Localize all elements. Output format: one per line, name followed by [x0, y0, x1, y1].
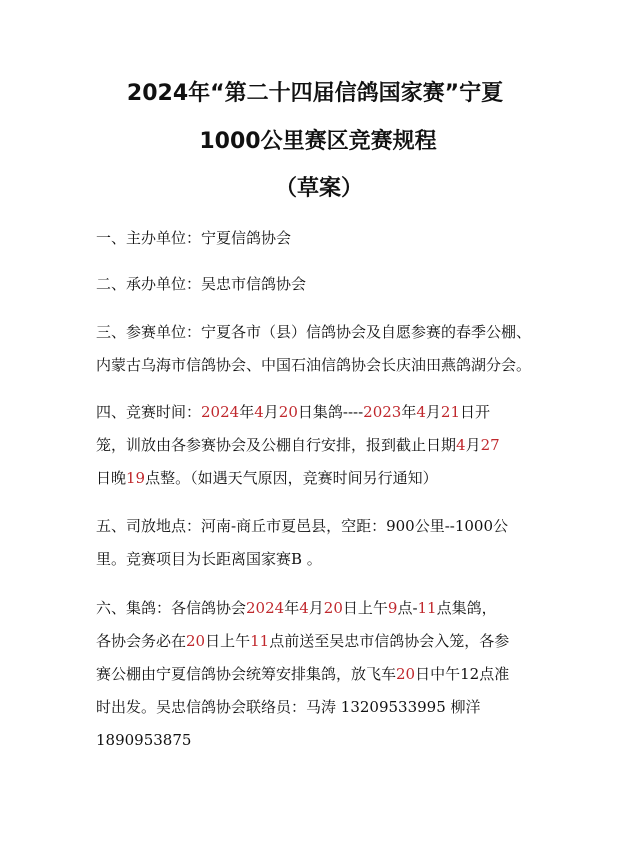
collection-line-3 — [96, 658, 551, 691]
end-year: 2023 — [363, 403, 402, 421]
collection-text: 年 — [284, 599, 300, 617]
collection-end-hour: 11 — [417, 599, 437, 617]
participants-line-1: 三、参赛单位：宁夏各市（县）信鸽协会及自愿参赛的春季公棚、 — [96, 323, 532, 341]
collection-line-5: 1890953875 — [96, 731, 192, 749]
start-month: 4 — [254, 403, 264, 421]
schedule-text: 日集鸽---- — [297, 403, 364, 421]
collection-line-2 — [96, 625, 551, 658]
collection-label: 六、集鸽：各信鸽协会 — [96, 599, 247, 617]
collection-text: 点前送至吴忠市信鸽协会入笼，各参 — [269, 632, 510, 650]
schedule-text: 年 — [401, 403, 417, 421]
schedule-label: 四、竞赛时间： — [96, 403, 202, 421]
schedule-text: 日开 — [460, 403, 491, 421]
end-month: 4 — [416, 403, 426, 421]
release-line-2: 里。竞赛项目为长距离国家赛B 。 — [96, 550, 322, 568]
collection-text: 月 — [308, 599, 324, 617]
section-host — [96, 268, 551, 301]
section-participants — [96, 316, 551, 382]
schedule-text: 点整。（如遇天气原因，竞赛时间另行通知） — [145, 469, 438, 487]
collection-year: 2024 — [246, 599, 285, 617]
basketing-day: 20 — [186, 632, 206, 650]
collection-line-4: 时出发。吴忠信鸽协会联络员：马涛 13209533995 柳洋 — [96, 698, 481, 716]
collection-line-1 — [96, 592, 551, 625]
schedule-text: 日晚 — [96, 469, 127, 487]
deadline-hour: 19 — [126, 469, 146, 487]
collection-start-hour: 9 — [387, 599, 398, 617]
schedule-text: 月 — [465, 436, 481, 454]
document-title-line-1: 2024年“第二十四届信鸽国家赛”宁夏 — [126, 81, 504, 106]
schedule-line-3 — [96, 462, 551, 495]
collection-text: 日上午 — [342, 599, 388, 617]
host-text: 二、承办单位：吴忠市信鸽协会 — [96, 275, 307, 293]
section-collection — [96, 592, 551, 757]
schedule-text: 笼，训放由各参赛协会及公棚自行安排，报到截止日期 — [96, 436, 457, 454]
basketing-hour: 11 — [250, 632, 270, 650]
end-day: 21 — [440, 403, 461, 421]
release-line-1: 五、司放地点：河南-商丘市夏邑县，空距：900公里--1000公 — [96, 517, 509, 535]
collection-text: 各协会务必在 — [96, 632, 187, 650]
section-release-site — [96, 510, 551, 576]
collection-text: 点集鸽， — [436, 599, 497, 617]
deadline-month: 4 — [456, 436, 466, 454]
organizer-text: 一、主办单位：宁夏信鸽协会 — [96, 229, 292, 247]
collection-day: 20 — [323, 599, 343, 617]
schedule-line-1 — [96, 396, 551, 429]
schedule-text: 月 — [425, 403, 441, 421]
schedule-text: 月 — [263, 403, 279, 421]
deadline-day: 27 — [480, 436, 500, 454]
start-day: 20 — [278, 403, 298, 421]
collection-text: 赛公棚由宁夏信鸽协会统筹安排集鸽，放飞车 — [96, 665, 397, 683]
start-year: 2024 — [201, 403, 240, 421]
schedule-line-2 — [96, 429, 551, 462]
schedule-text: 年 — [239, 403, 255, 421]
participants-line-2: 内蒙古乌海市信鸽协会、中国石油信鸽协会长庆油田燕鸽湖分会。 — [96, 356, 532, 374]
document-title-draft-label: （草案） — [274, 176, 363, 201]
section-organizer — [96, 222, 551, 255]
document-title-line-2: 1000公里赛区竞赛规程 — [199, 129, 437, 154]
collection-text: 日上午 — [205, 632, 251, 650]
section-schedule — [96, 396, 551, 495]
collection-text: 日中午12点准 — [415, 665, 510, 683]
collection-month: 4 — [299, 599, 309, 617]
collection-text: 点- — [397, 599, 418, 617]
departure-day: 20 — [396, 665, 416, 683]
